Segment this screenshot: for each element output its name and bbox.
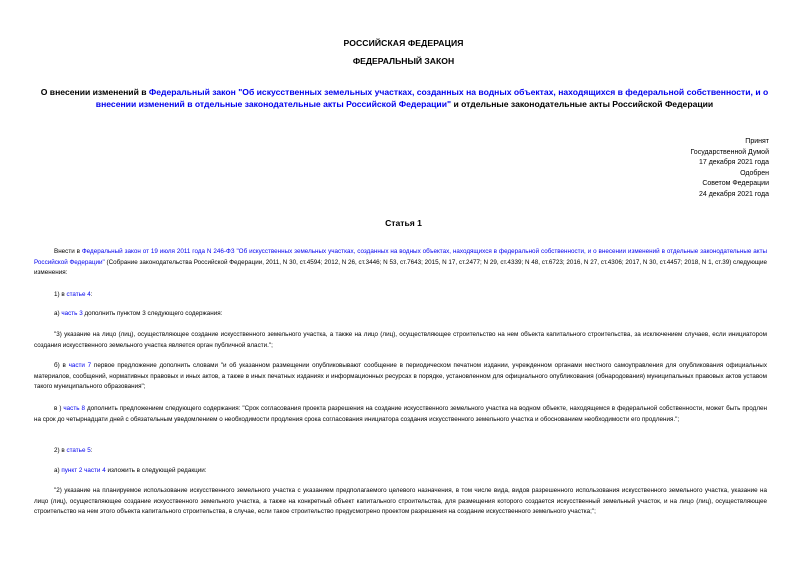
item-1v bbox=[34, 404, 767, 425]
part-4-point-2-link[interactable]: пункт 2 части 4 bbox=[61, 467, 106, 474]
state-heading: РОССИЙСКАЯ ФЕДЕРАЦИЯ bbox=[343, 38, 464, 48]
item-1 bbox=[34, 290, 767, 301]
approved-by: Советом Федерации bbox=[702, 180, 769, 188]
item-2 bbox=[34, 446, 767, 457]
quote-1: "3) указание на лицо (лиц), осуществляющее создание искусственного земельного участка, а также на лицо (лиц), осуществляющее строительство на нем объекта капитального строительства, за исключением случаев, если инициатором создания искусственного земельного участка является орган публичной власти."; bbox=[34, 331, 767, 349]
item-2-pre: 2) в bbox=[54, 447, 67, 454]
item-1-post: : bbox=[90, 291, 93, 298]
law-type-heading: ФЕДЕРАЛЬНЫЙ ЗАКОН bbox=[352, 56, 455, 66]
amended-law-link[interactable]: Федеральный закон "Об искусственных земельных участках, созданных на водных объектах, находящихся в федеральной собственности, и о внесении изменений в отдельные законодательные акты Российской Федерации" bbox=[95, 87, 769, 109]
adoption-block bbox=[690, 137, 769, 201]
law-title-post: и отдельные законодательные акты Российской Федерации bbox=[451, 99, 714, 109]
approved-date: 24 декабря 2021 года bbox=[698, 190, 769, 198]
law-title bbox=[34, 86, 775, 110]
item-1v-pre: в ) bbox=[54, 405, 64, 412]
adopted-label: Принят bbox=[745, 138, 769, 145]
article-heading: Статья 1 bbox=[385, 218, 422, 228]
item-1b-post: первое предложение дополнить словами "и об указанном размещении опубликовывают сообщение в периодическом печатном издании, учрежденном органами местного самоуправления для опубликования официальных материалов, сообщений, нормативных правовых и иных актов, а также в иных печатных изданиях и информационных ресурсах в порядке, установленном для официального опубликования (обнародования) муниципальных правовых актов уставом такого муниципального образования"; bbox=[34, 362, 767, 391]
item-1b bbox=[34, 361, 767, 393]
approved-label: Одобрен bbox=[740, 169, 769, 177]
item-2a-pre: а) bbox=[54, 467, 62, 474]
article-4-link[interactable]: статье 4 bbox=[66, 291, 91, 298]
item-1v-post: дополнить предложением следующего содержания: "Срок согласования проекта разрешения на создание искусственного земельного участка на водном объекте, находящемся в федеральной собственности, может быть продлен на срок до четырнадцати дней с обязательным уведомлением о необходимости продления срока согласования инициатора создания искусственного земельного участка и обоснованием необходимости его продления."; bbox=[34, 405, 767, 423]
item-2a bbox=[34, 466, 767, 477]
item-1a bbox=[34, 309, 767, 320]
part-3-link[interactable]: часть 3 bbox=[61, 310, 83, 317]
article-5-link[interactable]: статье 5 bbox=[66, 447, 91, 454]
item-1a-pre: а) bbox=[54, 310, 62, 317]
item-2a-post: изложить в следующей редакции: bbox=[105, 467, 207, 474]
intro-paragraph bbox=[34, 247, 767, 279]
item-2-post: : bbox=[90, 447, 93, 454]
adopted-date: 17 декабря 2021 года bbox=[698, 159, 769, 167]
item-1-pre: 1) в bbox=[54, 291, 67, 298]
intro-post: (Собрание законодательства Российской Федерации, 2011, N 30, ст.4594; 2012, N 26, ст.3446; N 53, ст.7643; 2015, N 17, ст.2477; N 29, ст.4339; N 48, ст.6723; 2016, N 27, ст.4306; 2017, N 30, ст.4457; 2018, N 1, ст.39) следующие изменения: bbox=[34, 258, 767, 277]
law-246-link[interactable]: Федеральный закон от 19 июля 2011 года N 246-ФЗ "Об искусственных земельных участках, созданных на водных объектах, находящихся в федеральной собственности, и о внесении изменений в отдельные законодательные акты Российской Федерации" bbox=[34, 248, 767, 266]
intro-pre: Внести в bbox=[54, 248, 82, 255]
quote-2: "2) указание на планируемое использование искусственного земельного участка с указанием предполагаемого целевого назначения, в том числе вида, видов разрешенного использования искусственного земельного участка, указание на лицо (лиц), осуществляющее создание искусственного земельного участка, а также на конкретный объект капитального строительства, для размещения которого создается искусственный земельный участок, и на лицо (лиц), осуществляющее строительство на нем этого объекта капитального строительства, в случае, если такое строительство предусмотрено проектом разрешения на создание искусственного земельного участка;"; bbox=[34, 487, 767, 516]
item-1b-pre: б) в bbox=[54, 362, 69, 369]
part-8-link[interactable]: часть 8 bbox=[63, 405, 85, 412]
part-7-link[interactable]: части 7 bbox=[68, 362, 92, 369]
item-1a-post: дополнить пунктом 3 следующего содержания: bbox=[82, 310, 223, 317]
adopted-by: Государственной Думой bbox=[690, 148, 769, 156]
law-title-pre: О внесении изменений в bbox=[40, 87, 149, 97]
